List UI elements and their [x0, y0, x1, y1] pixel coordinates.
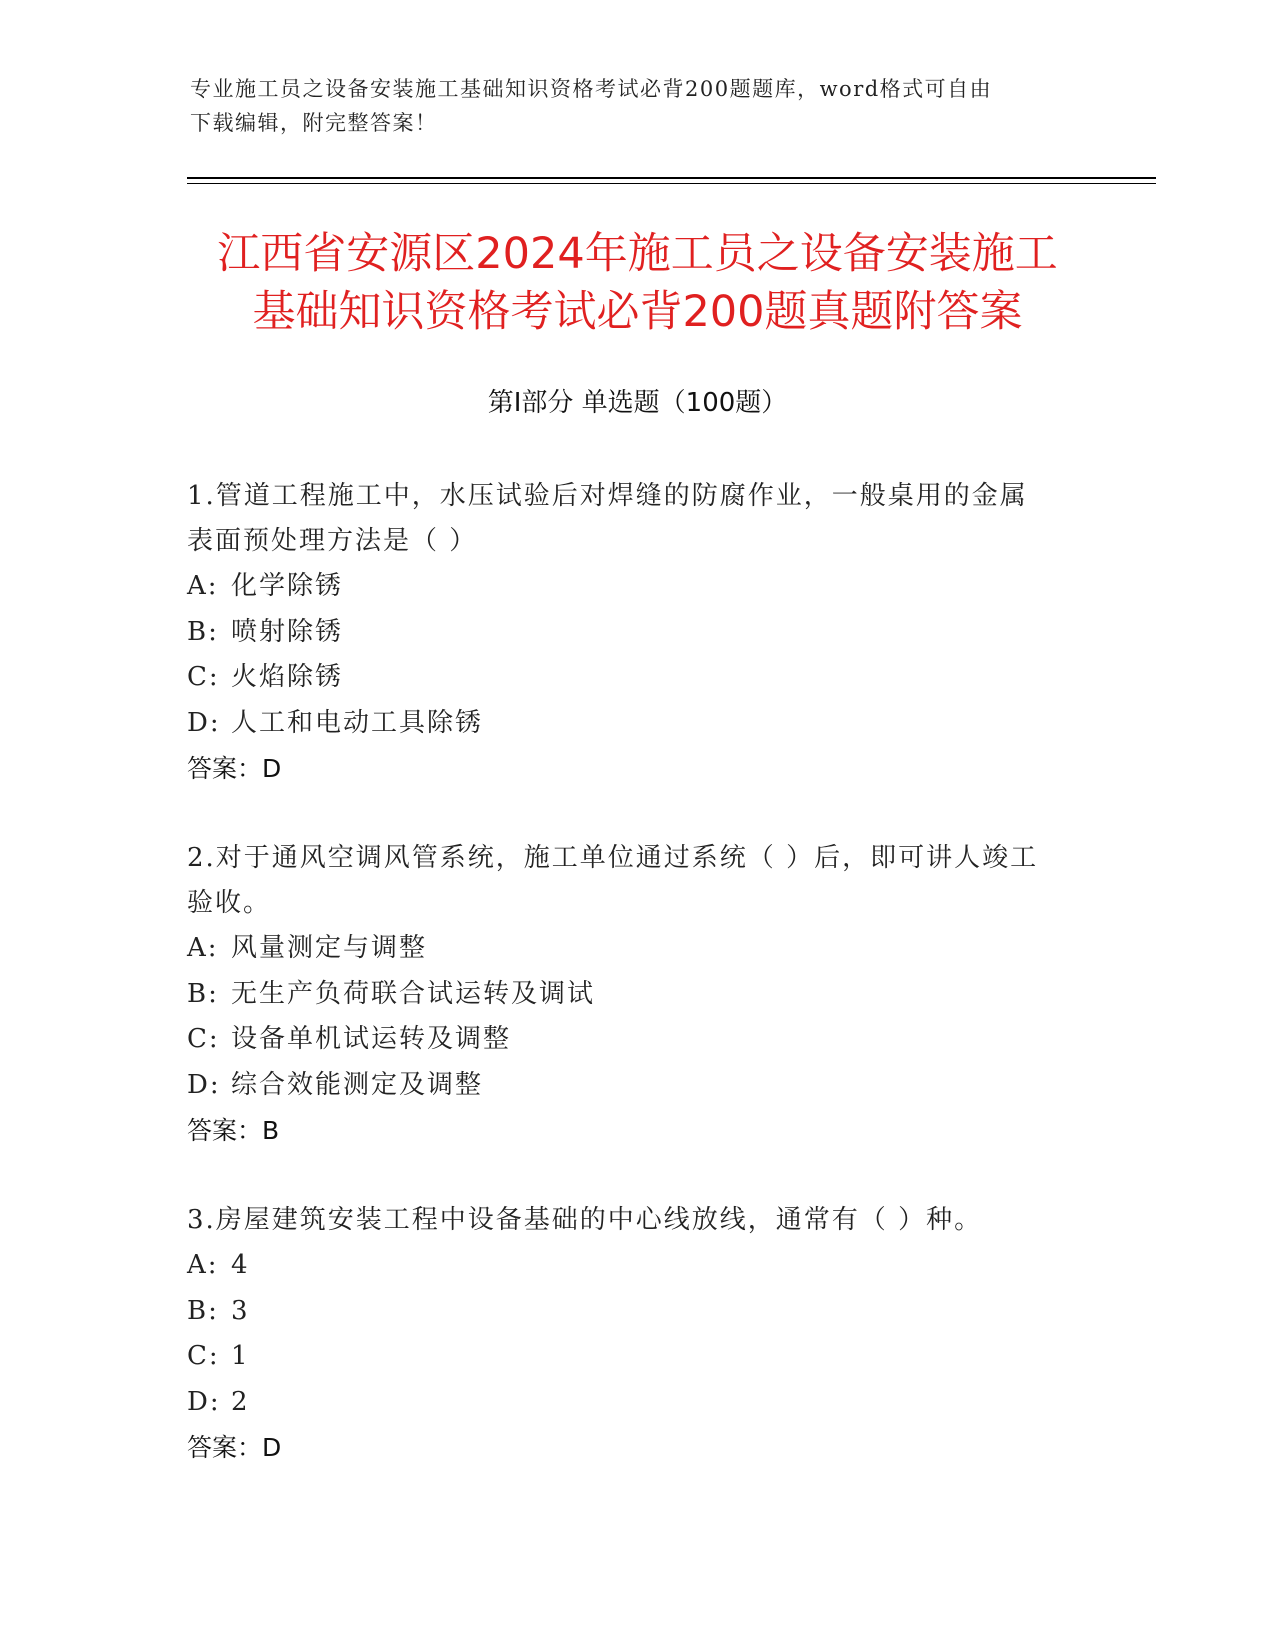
question-stem-line-1: 3.房屋建筑安装工程中设备基础的中心线放线，通常有（ ）种。	[187, 1205, 983, 1235]
document-title-line-2: 基础知识资格考试必背200题真题附答案	[252, 287, 1023, 337]
option-b	[187, 610, 1087, 656]
option-c	[187, 1334, 1087, 1380]
option-text: 3	[231, 1295, 250, 1326]
option-d	[187, 701, 1087, 747]
option-letter: A:	[187, 1250, 219, 1280]
option-c	[187, 655, 1087, 701]
option-d	[187, 1063, 1087, 1109]
option-d	[187, 1380, 1087, 1426]
option-text: 设备单机试运转及调整	[231, 1024, 512, 1054]
option-letter: C:	[187, 1341, 220, 1371]
option-text: 4	[231, 1250, 250, 1280]
document-title	[150, 225, 1125, 341]
question-1	[187, 474, 1087, 791]
question-stem-line-2: 表面预处理方法是（ ）	[187, 526, 478, 556]
document-title-line-1: 江西省安源区2024年施工员之设备安装施工	[217, 229, 1058, 279]
option-letter: A:	[187, 933, 219, 963]
option-text: 无生产负荷联合试运转及调试	[231, 978, 596, 1009]
option-text: 2	[231, 1386, 250, 1417]
option-letter: D:	[187, 707, 221, 738]
answer-line: 答案：B	[187, 1116, 280, 1145]
header-note-line-1: 专业施工员之设备安装施工基础知识资格考试必背200题题库，word格式可自由	[190, 77, 993, 101]
option-letter: A:	[187, 571, 219, 601]
option-a	[187, 1243, 1087, 1289]
header-divider-thin	[187, 183, 1156, 184]
answer-line: 答案：D	[187, 754, 282, 783]
option-b	[187, 972, 1087, 1018]
question-2	[187, 836, 1087, 1153]
option-text: 人工和电动工具除锈	[231, 707, 484, 738]
option-a	[187, 926, 1087, 972]
option-text: 1	[231, 1341, 250, 1371]
option-letter: D:	[187, 1386, 221, 1417]
option-c	[187, 1017, 1087, 1063]
option-text: 综合效能测定及调整	[231, 1069, 484, 1100]
question-stem-line-1: 1.管道工程施工中，水压试验后对焊缝的防腐作业，一般桌用的金属	[187, 481, 1028, 511]
header-note-line-2: 下载编辑，附完整答案！	[190, 111, 438, 135]
option-letter: B:	[187, 978, 219, 1009]
option-b	[187, 1289, 1087, 1335]
header-divider-thick	[187, 177, 1156, 179]
option-a	[187, 564, 1087, 610]
section-title: 第Ⅰ部分 单选题（100题）	[487, 388, 788, 418]
option-letter: B:	[187, 616, 219, 647]
answer-line: 答案：D	[187, 1433, 282, 1462]
option-text: 喷射除锈	[231, 616, 344, 647]
option-letter: C:	[187, 1024, 220, 1054]
option-text: 风量测定与调整	[231, 933, 428, 963]
question-3	[187, 1198, 1087, 1470]
option-text: 火焰除锈	[231, 662, 344, 692]
question-stem-line-1: 2.对于通风空调风管系统，施工单位通过系统（ ）后，即可讲人竣工	[187, 843, 1039, 873]
option-letter: D:	[187, 1069, 221, 1100]
option-letter: C:	[187, 662, 220, 692]
option-letter: B:	[187, 1295, 219, 1326]
question-stem-line-2: 验收。	[187, 888, 272, 918]
header-note	[190, 72, 1090, 140]
option-text: 化学除锈	[231, 571, 344, 601]
